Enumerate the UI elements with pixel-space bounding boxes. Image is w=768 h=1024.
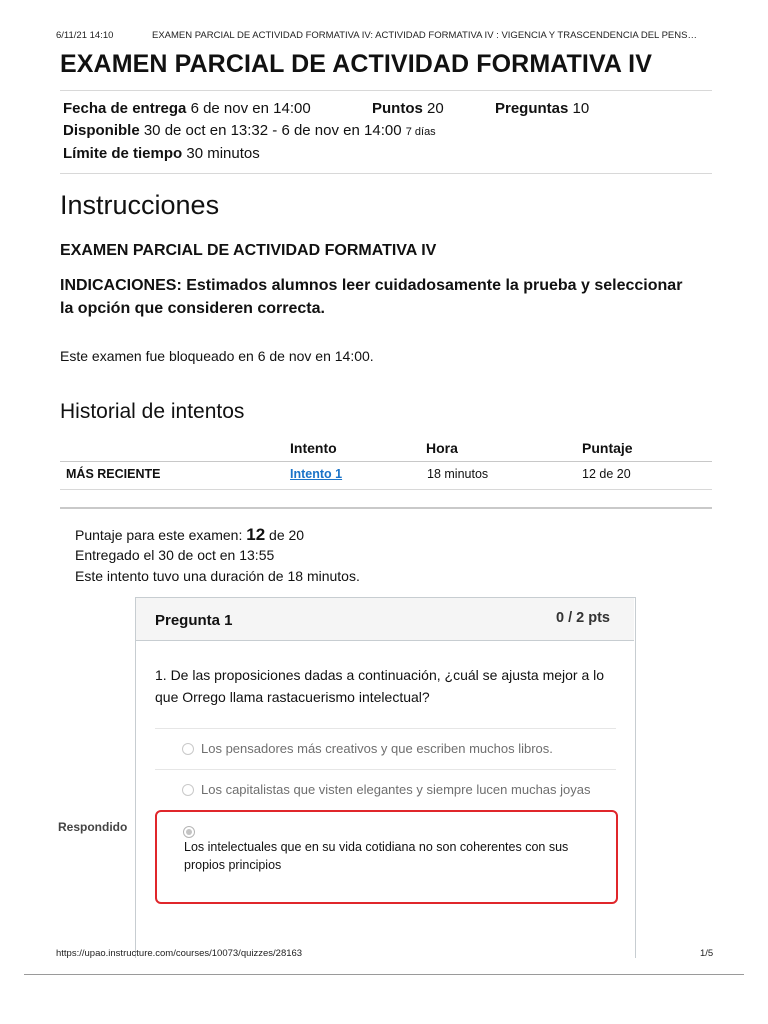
answer-divider (155, 769, 616, 770)
question-text: 1. De las proposiciones dadas a continuación, ¿cuál se ajusta mejor a lo que Orrego llama rastacuerismo intelectual? (155, 667, 605, 705)
submitted-line: Entregado el 30 de oct en 13:55 (75, 547, 275, 563)
question-points: 0 / 2 pts (556, 610, 610, 626)
attempt-1-link[interactable]: Intento 1 (290, 467, 343, 481)
availability (63, 122, 436, 139)
instructions-indications: INDICACIONES: Estimados alumnos leer cuidadosamente la prueba y seleccionar la opción que consideren correcta. (60, 277, 683, 317)
locked-notice: Este examen fue bloqueado en 6 de nov en 14:00. (60, 348, 374, 364)
questions-count (495, 100, 589, 117)
history-col-score: Puntaje (582, 440, 633, 456)
page-title: EXAMEN PARCIAL DE ACTIVIDAD FORMATIVA IV (60, 50, 652, 78)
due-label: Fecha de entrega (63, 100, 187, 117)
print-header (56, 30, 712, 41)
divider (60, 489, 712, 490)
points-value: 20 (427, 100, 444, 117)
time-limit-label: Límite de tiempo (63, 145, 183, 162)
time-limit-value: 30 minutos (186, 145, 260, 162)
answered-label: Respondido (58, 820, 128, 834)
page-break-line (24, 974, 744, 975)
divider (60, 507, 712, 509)
history-row-score: 12 de 20 (582, 467, 631, 481)
history-col-attempt: Intento (290, 440, 337, 456)
questions-value: 10 (572, 100, 590, 117)
option-1-label: Los pensadores más creativos y que escriben muchos libros. (201, 741, 553, 756)
option-1-radio[interactable] (182, 743, 194, 755)
print-date: 6/11/21 14:10 (56, 30, 114, 41)
due-value: 6 de nov en 14:00 (190, 100, 311, 117)
history-row-time: 18 minutos (427, 467, 489, 481)
question-title: Pregunta 1 (155, 612, 233, 629)
divider (60, 173, 712, 174)
questions-label: Preguntas (495, 100, 569, 117)
option-3-radio[interactable] (183, 826, 195, 838)
points-label: Puntos (372, 100, 423, 117)
time-limit (63, 145, 260, 162)
available-value: 30 de oct en 13:32 - 6 de nov en 14:00 (143, 122, 402, 139)
instructions-subtitle: EXAMEN PARCIAL DE ACTIVIDAD FORMATIVA IV (60, 242, 437, 259)
duration-line: Este intento tuvo una duración de 18 minutos. (75, 568, 360, 584)
available-days: 7 días (405, 126, 436, 138)
print-footer-url: https://upao.instructure.com/courses/10073/quizzes/28163 (56, 948, 303, 959)
answer-divider (155, 728, 616, 729)
score-suffix: de 20 (269, 527, 305, 543)
score-value: 12 (246, 525, 266, 544)
divider (60, 461, 712, 462)
history-row-label: MÁS RECIENTE (66, 467, 161, 481)
due-date (63, 100, 311, 117)
option-3-label: Los intelectuales que en su vida cotidiana no son coherentes con sus propios principios (184, 840, 569, 872)
points (372, 100, 444, 117)
option-2-label: Los capitalistas que visten elegantes y siempre lucen muchas joyas (201, 782, 591, 797)
print-title: EXAMEN PARCIAL DE ACTIVIDAD FORMATIVA IV: ACTIVIDAD FORMATIVA IV : VIGENCIA Y TRASCENDENCIA DEL PENS… (152, 30, 697, 41)
score-prefix: Puntaje para este examen: (75, 527, 243, 543)
divider (60, 90, 712, 91)
available-label: Disponible (63, 122, 140, 139)
instructions-heading: Instrucciones (60, 190, 220, 220)
print-footer-page: 1/5 (700, 948, 714, 959)
score-line (75, 525, 304, 545)
option-2-radio[interactable] (182, 784, 194, 796)
history-heading: Historial de intentos (60, 400, 245, 423)
history-col-time: Hora (426, 440, 458, 456)
